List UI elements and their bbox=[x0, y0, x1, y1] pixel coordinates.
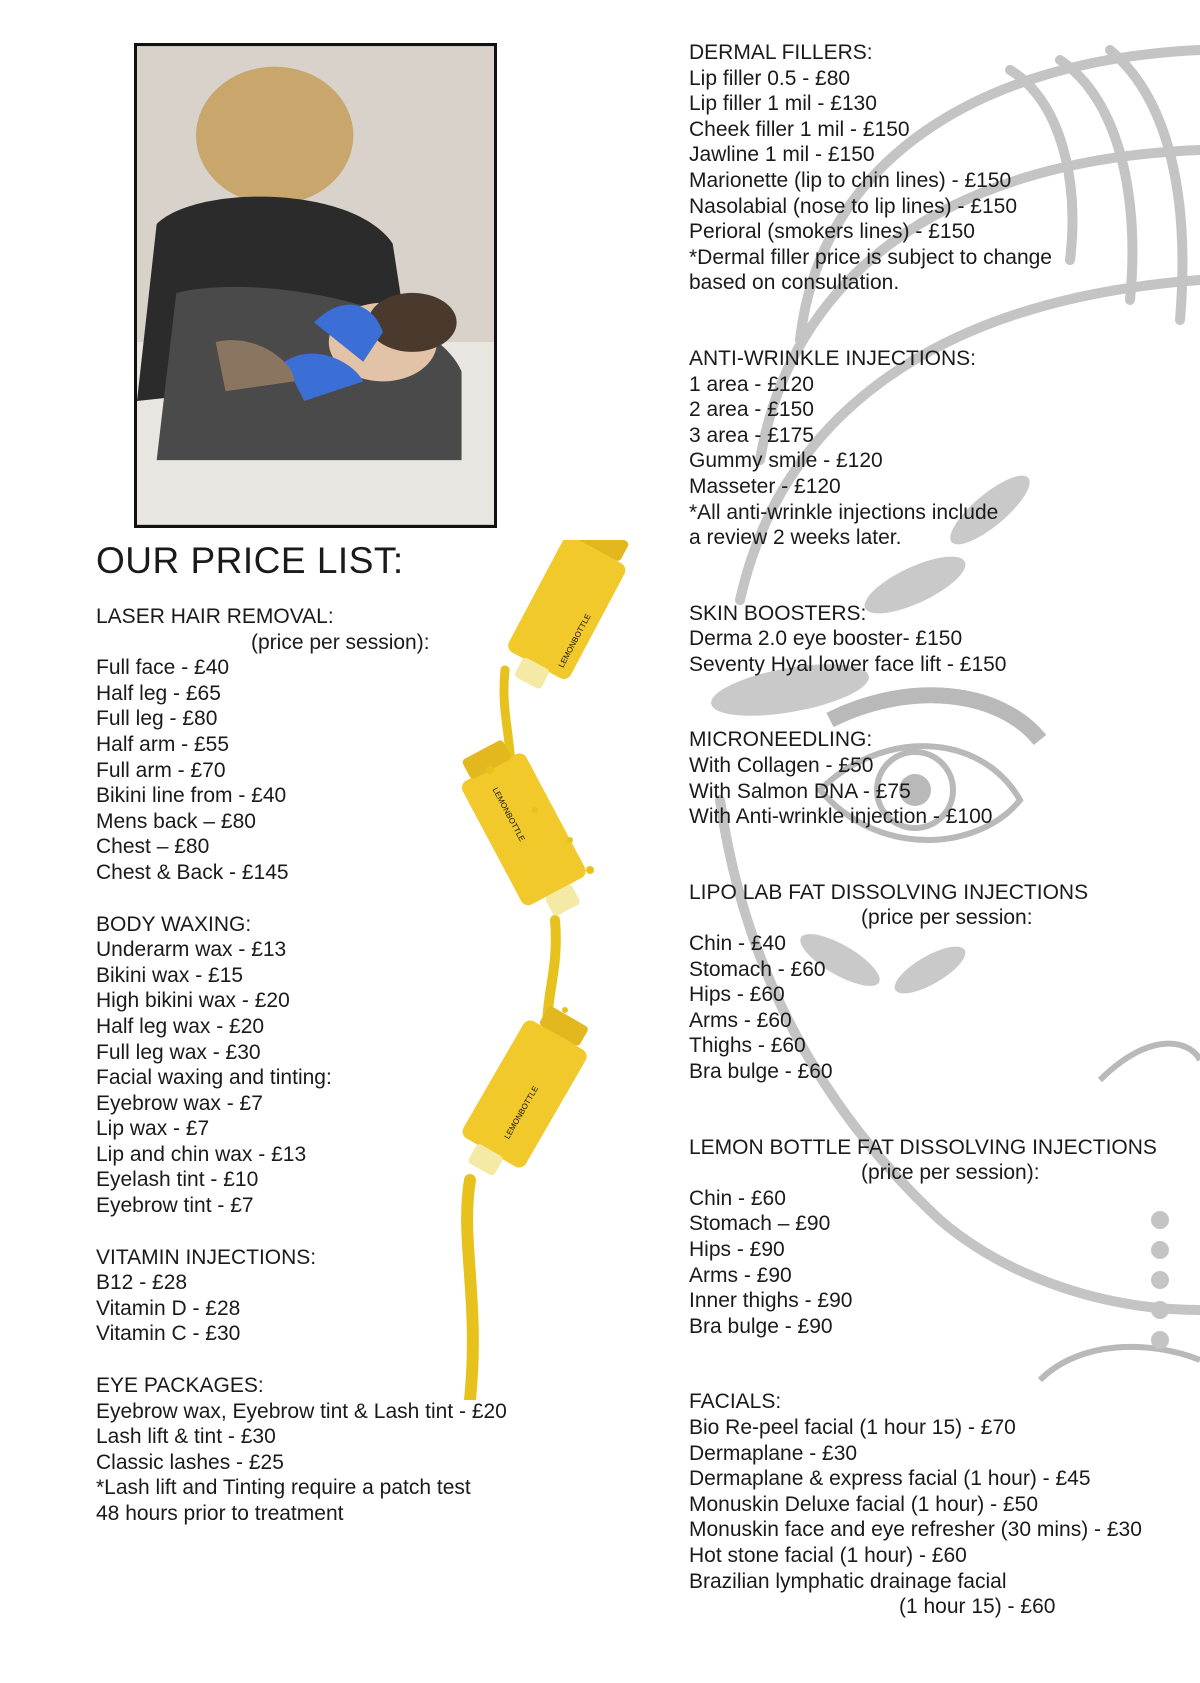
price-item: With Collagen - £50 bbox=[689, 754, 874, 778]
price-item: Full leg wax - £30 bbox=[96, 1040, 261, 1064]
price-item: Vitamin C - £30 bbox=[96, 1322, 241, 1346]
price-item: Monuskin Deluxe facial (1 hour) - £50 bbox=[689, 1492, 1039, 1516]
price-item: 2 area - £150 bbox=[689, 398, 814, 422]
price-item: Dermaplane & express facial (1 hour) - £45 bbox=[689, 1467, 1091, 1491]
section-subheading: (price per session): bbox=[251, 630, 430, 654]
price-item: Classic lashes - £25 bbox=[96, 1450, 284, 1474]
price-item: Chin - £40 bbox=[689, 932, 786, 956]
left-column bbox=[96, 604, 576, 1527]
price-note: *All anti-wrinkle injections include bbox=[689, 500, 999, 524]
price-item: Brazilian lymphatic drainage facial bbox=[689, 1569, 1007, 1593]
price-item: Full arm - £70 bbox=[96, 758, 226, 782]
price-item: Underarm wax - £13 bbox=[96, 938, 287, 962]
section-heading: MICRONEEDLING: bbox=[689, 728, 873, 752]
price-item: Monuskin face and eye refresher (30 mins) - £30 bbox=[689, 1518, 1142, 1542]
section-subheading: (price per session): bbox=[861, 1161, 1040, 1185]
price-item: Hips - £60 bbox=[689, 983, 785, 1007]
price-item: Stomach - £60 bbox=[689, 957, 826, 981]
price-item: Hot stone facial (1 hour) - £60 bbox=[689, 1543, 967, 1567]
price-note: a review 2 weeks later. bbox=[689, 526, 902, 550]
price-item: Lip filler 0.5 - £80 bbox=[689, 66, 851, 90]
section-heading: LASER HAIR REMOVAL: bbox=[96, 605, 334, 628]
price-note: *Lash lift and Tinting require a patch test bbox=[96, 1476, 471, 1500]
price-item: Bio Re-peel facial (1 hour 15) - £70 bbox=[689, 1415, 1016, 1439]
section-eye-packages bbox=[96, 1373, 576, 1527]
section-dermal-fillers bbox=[689, 40, 1189, 296]
price-item: Bikini line from - £40 bbox=[96, 784, 287, 808]
price-item: Lash lift & tint - £30 bbox=[96, 1425, 276, 1449]
section-lipo-lab bbox=[689, 880, 1189, 1085]
price-item: Facial waxing and tinting: bbox=[96, 1066, 332, 1090]
section-anti-wrinkle bbox=[689, 346, 1189, 551]
price-item: Bra bulge - £90 bbox=[689, 1314, 833, 1338]
price-item: Half leg - £65 bbox=[96, 681, 221, 705]
treatment-photo bbox=[134, 43, 497, 528]
section-heading: ANTI-WRINKLE INJECTIONS: bbox=[689, 346, 977, 370]
price-item: Derma 2.0 eye booster- £150 bbox=[689, 627, 963, 651]
section-vitamin-injections bbox=[96, 1245, 576, 1347]
section-heading: LIPO LAB FAT DISSOLVING INJECTIONS bbox=[689, 880, 1089, 904]
price-item: Lip and chin wax - £13 bbox=[96, 1142, 307, 1166]
price-item: Half leg wax - £20 bbox=[96, 1014, 265, 1038]
section-heading: BODY WAXING: bbox=[96, 912, 252, 936]
price-item: Seventy Hyal lower face lift - £150 bbox=[689, 652, 1007, 676]
bottle-label: LEMONBOTTLE bbox=[490, 786, 527, 843]
price-item: Nasolabial (nose to lip lines) - £150 bbox=[689, 194, 1018, 218]
price-item: Eyelash tint - £10 bbox=[96, 1168, 259, 1192]
price-item: (1 hour 15) - £60 bbox=[899, 1595, 1056, 1619]
section-laser bbox=[96, 604, 576, 886]
price-item: Chest – £80 bbox=[96, 835, 210, 859]
price-item: Eyebrow wax, Eyebrow tint & Lash tint - £20 bbox=[96, 1399, 507, 1423]
right-column bbox=[689, 40, 1189, 1620]
price-item: Perioral (smokers lines) - £150 bbox=[689, 220, 975, 244]
price-item: Arms - £90 bbox=[689, 1263, 792, 1287]
price-note: *Dermal filler price is subject to change bbox=[689, 245, 1052, 269]
price-note: 48 hours prior to treatment bbox=[96, 1502, 344, 1525]
price-item: Bikini wax - £15 bbox=[96, 963, 244, 987]
price-item: Gummy smile - £120 bbox=[689, 449, 883, 473]
section-skin-boosters bbox=[689, 601, 1189, 678]
price-item: Vitamin D - £28 bbox=[96, 1296, 241, 1320]
price-item: Chest & Back - £145 bbox=[96, 860, 289, 884]
section-heading: SKIN BOOSTERS: bbox=[689, 601, 867, 625]
section-heading: FACIALS: bbox=[689, 1390, 782, 1414]
section-heading: VITAMIN INJECTIONS: bbox=[96, 1245, 317, 1269]
page-title: OUR PRICE LIST: bbox=[96, 540, 404, 581]
price-item: Inner thighs - £90 bbox=[689, 1289, 853, 1313]
price-item: Chin - £60 bbox=[689, 1186, 786, 1210]
price-item: Dermaplane - £30 bbox=[689, 1441, 858, 1465]
price-item: Mens back – £80 bbox=[96, 809, 256, 833]
price-item: Marionette (lip to chin lines) - £150 bbox=[689, 168, 1012, 192]
price-item: Full leg - £80 bbox=[96, 707, 218, 731]
price-item: Half arm - £55 bbox=[96, 732, 230, 756]
bottle-label: LEMONBOTTLE bbox=[502, 1084, 541, 1141]
section-heading: LEMON BOTTLE FAT DISSOLVING INJECTIONS bbox=[689, 1135, 1157, 1159]
section-body-waxing bbox=[96, 912, 576, 1219]
section-subheading: (price per session: bbox=[861, 906, 1033, 930]
section-lemon-bottle bbox=[689, 1135, 1189, 1340]
price-item: Bra bulge - £60 bbox=[689, 1060, 833, 1083]
section-microneedling bbox=[689, 727, 1189, 829]
section-facials bbox=[689, 1389, 1189, 1619]
price-item: Masseter - £120 bbox=[689, 474, 841, 498]
price-item: B12 - £28 bbox=[96, 1271, 188, 1295]
price-item: 1 area - £120 bbox=[689, 372, 814, 396]
price-item: Thighs - £60 bbox=[689, 1034, 806, 1058]
bottle-label: LEMONBOTTLE bbox=[556, 612, 593, 670]
price-item: With Salmon DNA - £75 bbox=[689, 779, 911, 803]
section-heading: DERMAL FILLERS: bbox=[689, 41, 873, 64]
price-item: Hips - £90 bbox=[689, 1237, 785, 1261]
price-item: Lip filler 1 mil - £130 bbox=[689, 92, 877, 116]
price-item: With Anti-wrinkle injection - £100 bbox=[689, 805, 993, 829]
price-item: Arms - £60 bbox=[689, 1008, 792, 1032]
price-item: Eyebrow wax - £7 bbox=[96, 1091, 263, 1115]
price-item: Stomach – £90 bbox=[689, 1212, 831, 1236]
price-item: Lip wax - £7 bbox=[96, 1117, 210, 1141]
price-item: Jawline 1 mil - £150 bbox=[689, 143, 875, 167]
price-item: Cheek filler 1 mil - £150 bbox=[689, 117, 910, 141]
price-note: based on consultation. bbox=[689, 271, 900, 295]
price-item: Eyebrow tint - £7 bbox=[96, 1194, 254, 1218]
section-heading: EYE PACKAGES: bbox=[96, 1374, 264, 1398]
price-item: Full face - £40 bbox=[96, 656, 230, 680]
price-item: 3 area - £175 bbox=[689, 423, 814, 447]
price-item: High bikini wax - £20 bbox=[96, 989, 290, 1013]
